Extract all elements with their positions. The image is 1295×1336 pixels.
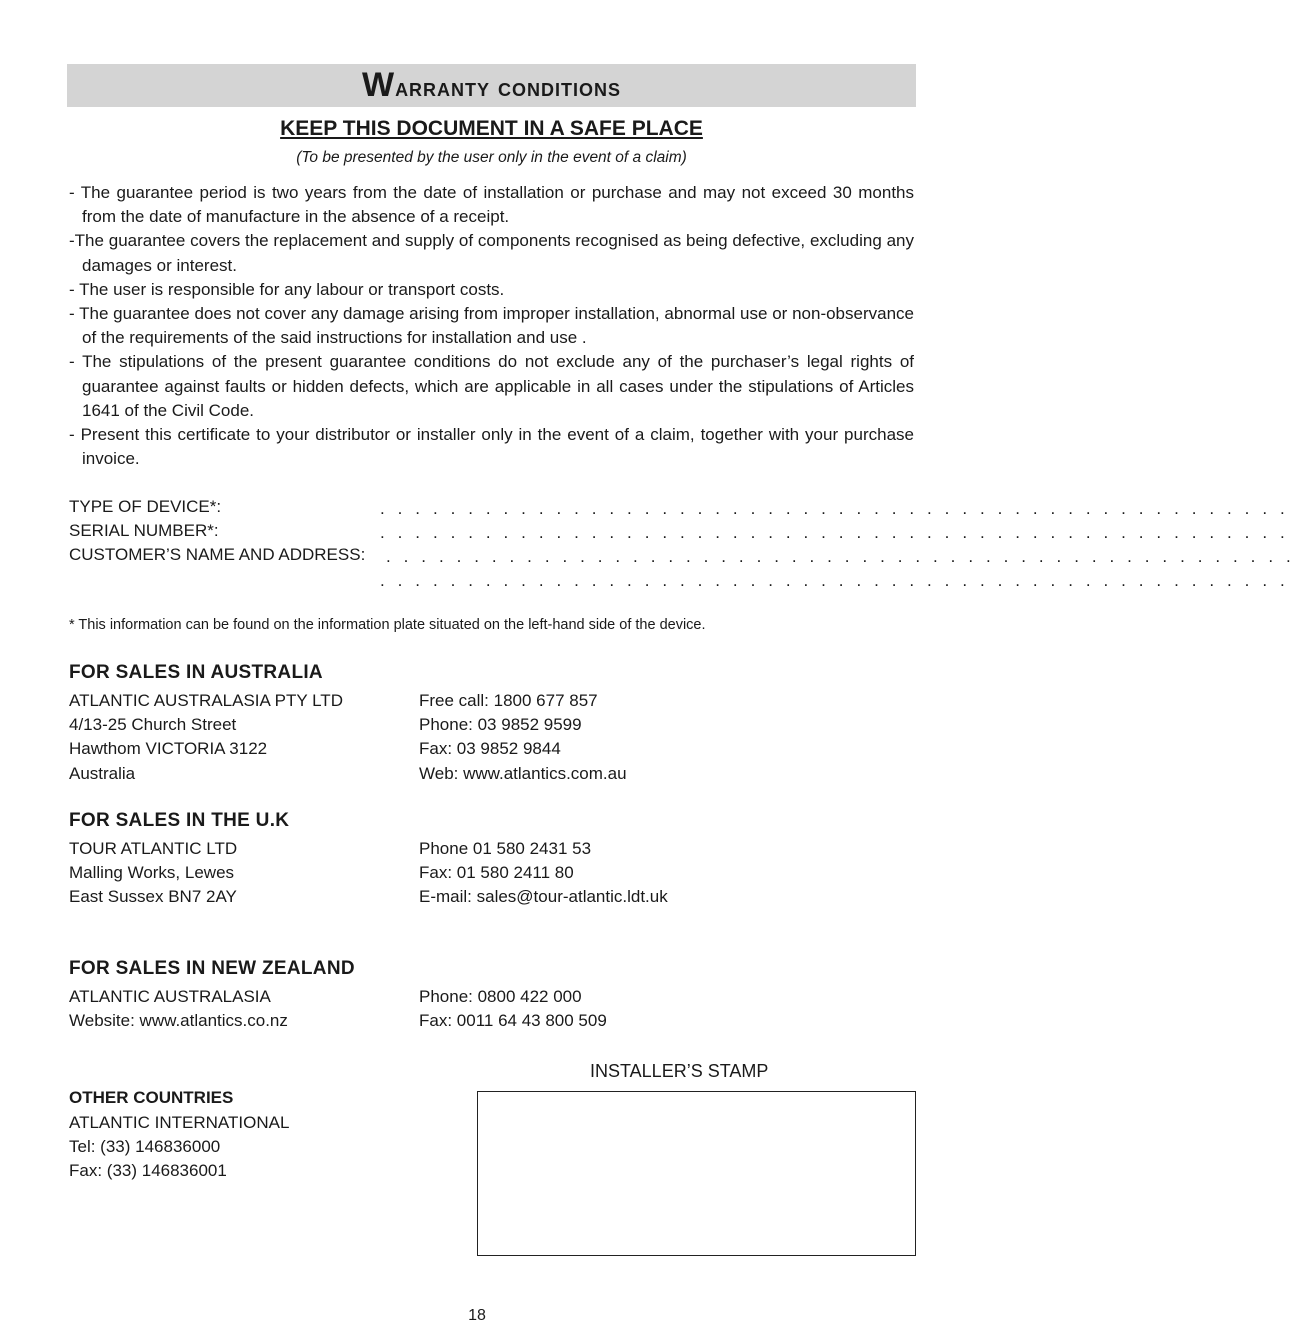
australia-address — [69, 689, 343, 786]
uk-heading: FOR SALES IN THE U.K — [69, 810, 290, 831]
stamp-label: INSTALLER’S STAMP — [590, 1061, 769, 1081]
other-countries-heading: OTHER COUNTRIES — [69, 1088, 234, 1107]
address-line: ATLANTIC INTERNATIONAL — [69, 1113, 290, 1132]
address-line: Malling Works, Lewes — [69, 863, 235, 883]
contact-line: Phone: 0800 422 000 — [419, 987, 582, 1006]
term-item: - The user is responsible for any labour or transport costs. — [69, 279, 505, 299]
terms-list — [69, 181, 914, 471]
contact-line: Phone: 03 9852 9599 — [419, 715, 582, 735]
uk-contact — [419, 837, 668, 910]
term-item: - The guarantee does not cover any damage arising from improper installation, abnormal use or non-observance of the requirements of the said instructions for installation and use . — [69, 304, 914, 348]
contact-line: Fax: 01 580 2411 80 — [419, 863, 574, 883]
page-title: Warranty conditions — [361, 66, 622, 104]
title-bar — [67, 64, 916, 107]
email-link[interactable]: E-mail: sales@tour-atlantic.ldt.uk — [419, 887, 668, 907]
address-line: ATLANTIC AUSTRALASIA — [69, 987, 271, 1006]
device-type-field[interactable]: . . . . . . . . . . . . . . . . . . . . . . . . . . . . . . . . . . . . . . . . . . . . . . . . . . . . — [380, 499, 1289, 518]
serial-number-field[interactable]: . . . . . . . . . . . . . . . . . . . . . . . . . . . . . . . . . . . . . . . . . . . . . . . . . . . . — [380, 523, 1289, 542]
other-countries-info — [69, 1111, 289, 1184]
contact-line: Fax: 0011 64 43 800 509 — [419, 1011, 607, 1031]
customer-label: CUSTOMER’S NAME AND ADDRESS: — [69, 545, 366, 564]
contact-line: Tel: (33) 146836000 — [69, 1137, 221, 1157]
subtitle: (To be presented by the user only in the event of a claim) — [296, 149, 687, 166]
term-item: - Present this certificate to your distributor or installer only in the event of a claim, together with your purchase invoice. — [69, 425, 914, 469]
keep-notice: KEEP THIS DOCUMENT IN A SAFE PLACE — [280, 117, 703, 140]
contact-line: Fax: (33) 146836001 — [69, 1161, 227, 1181]
australia-contact — [419, 689, 627, 786]
footnote: * This information can be found on the information plate situated on the left-hand side of the device. — [69, 617, 706, 633]
address-line: Australia — [69, 763, 136, 783]
installer-stamp-box — [477, 1091, 916, 1256]
address-line: Hawthom VICTORIA 3122 — [69, 739, 268, 759]
customer-field[interactable]: . . . . . . . . . . . . . . . . . . . . . . . . . . . . . . . . . . . . . . . . . . . . . . . . . . . . — [386, 547, 1295, 566]
serial-number-label: SERIAL NUMBER*: — [69, 521, 219, 540]
nz-heading: FOR SALES IN NEW ZEALAND — [69, 958, 355, 979]
page-number: 18 — [468, 1307, 486, 1324]
address-line: East Sussex BN7 2AY — [69, 887, 237, 907]
contact-line: Fax: 03 9852 9844 — [419, 739, 561, 759]
device-type-label: TYPE OF DEVICE*: — [69, 497, 222, 516]
australia-heading: FOR SALES IN AUSTRALIA — [69, 662, 323, 683]
uk-address — [69, 837, 237, 910]
address-line: 4/13-25 Church Street — [69, 715, 237, 735]
contact-line: Phone 01 580 2431 53 — [419, 839, 592, 858]
customer-field-line2[interactable]: . . . . . . . . . . . . . . . . . . . . . . . . . . . . . . . . . . . . . . . . . . . . . . . . . . . . — [380, 571, 1289, 590]
term-item: - The guarantee period is two years from the date of installation or purchase and may not exceed 30 months from the date of manufacture in the absence of a receipt. — [69, 183, 914, 227]
term-item: - The stipulations of the present guarantee conditions do not exclude any of the purchaser’s legal rights of guarantee against faults or hidden defects, which are applicable in all cases under the stipulations of Articles 1641 of the Civil Code. — [69, 352, 914, 420]
address-line: TOUR ATLANTIC LTD — [69, 839, 238, 858]
address-line: ATLANTIC AUSTRALASIA PTY LTD — [69, 691, 343, 710]
website-link[interactable]: Website: www.atlantics.co.nz — [69, 1011, 288, 1031]
contact-line: Free call: 1800 677 857 — [419, 691, 598, 710]
website-link[interactable]: Web: www.atlantics.com.au — [419, 763, 627, 783]
nz-contact — [419, 985, 607, 1033]
nz-address — [69, 985, 288, 1033]
term-item: -The guarantee covers the replacement and supply of components recognised as being defective, excluding any damages or interest. — [69, 231, 914, 275]
